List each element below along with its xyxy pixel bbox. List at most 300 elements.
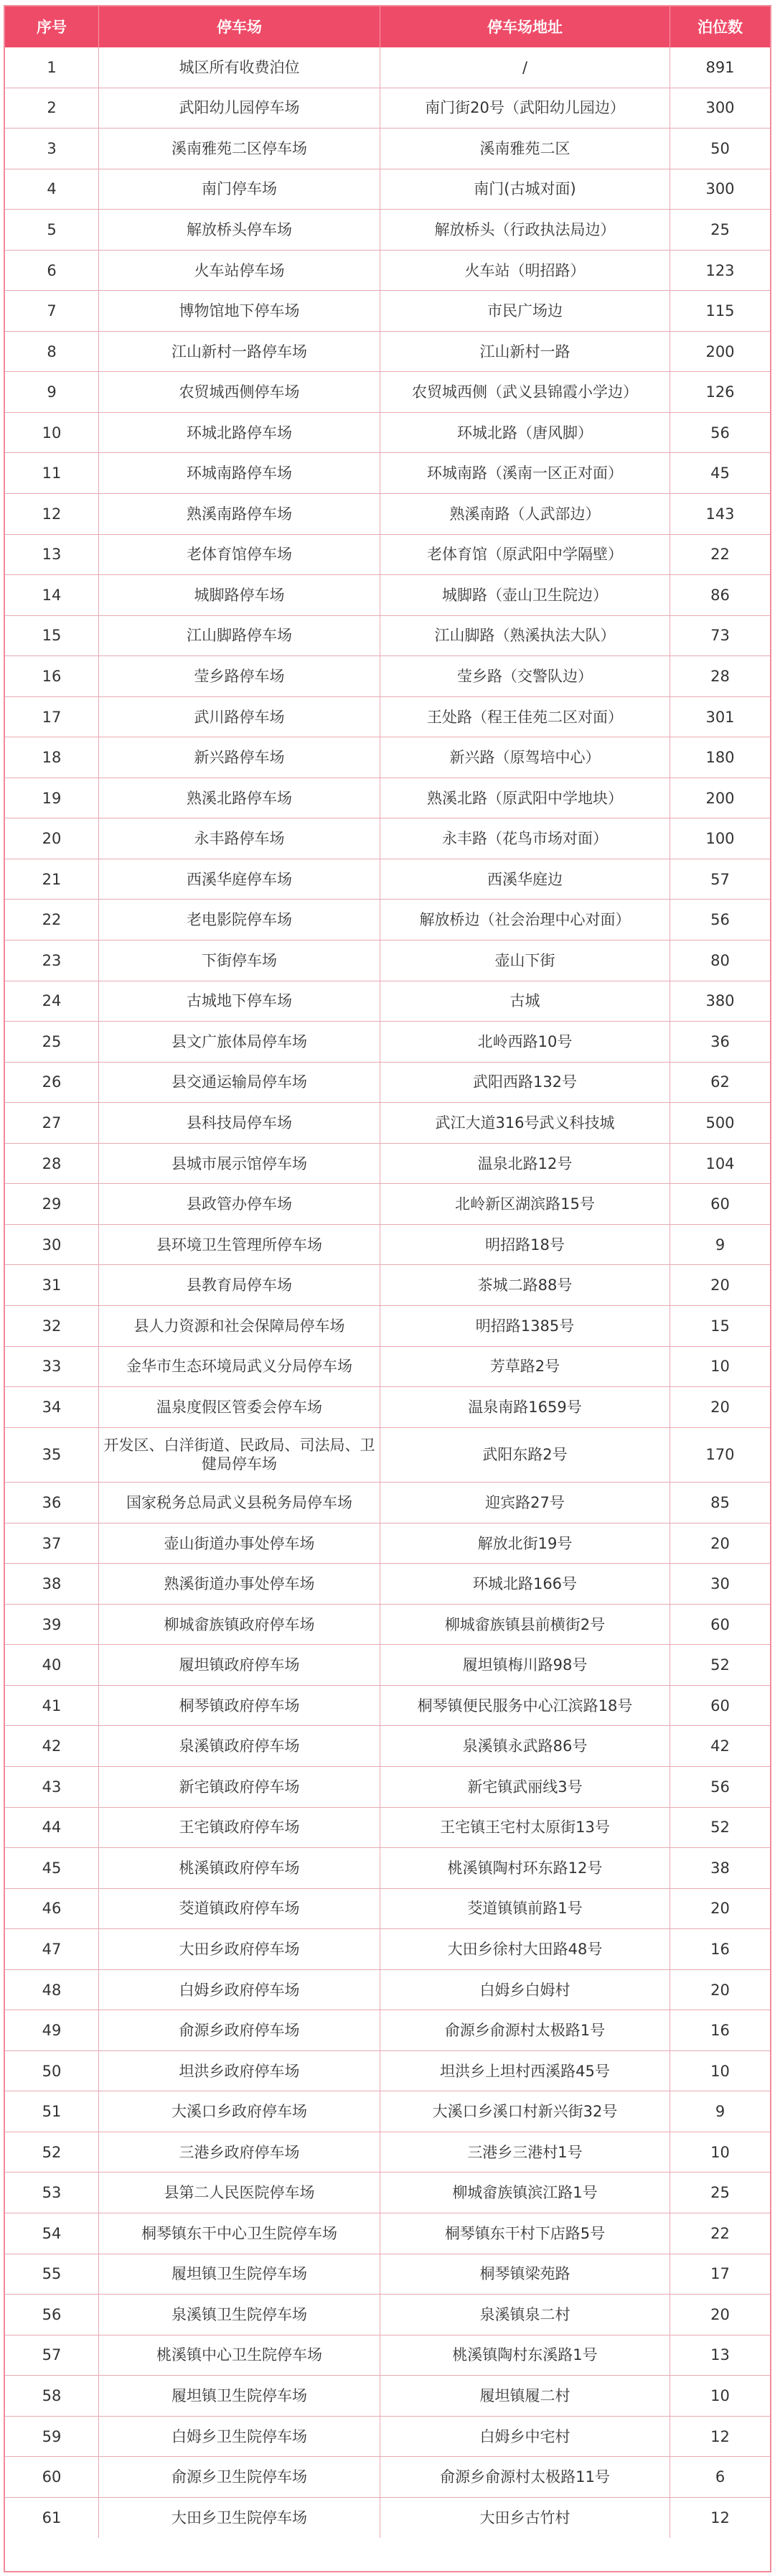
parking-spots: 20: [710, 1900, 730, 1918]
table-row: [5, 859, 770, 900]
parking-spots: 56: [710, 424, 730, 442]
row-number: 12: [5, 494, 99, 534]
parking-spots: 9: [715, 1236, 725, 1254]
parking-spots: 60: [710, 1195, 730, 1213]
parking-lot-name: 县科技局停车场: [99, 1103, 380, 1143]
parking-lot-name: 熟溪南路停车场: [99, 494, 380, 534]
row-number: 56: [5, 2295, 99, 2335]
table-row: [5, 1428, 770, 1483]
parking-lot-address: 农贸城西侧（武义县锦霞小学边）: [380, 372, 670, 412]
table-row: [5, 616, 770, 657]
parking-spots: 115: [705, 302, 735, 320]
table-row: [5, 1726, 770, 1767]
parking-lot-address: 桃溪镇陶村东溪路1号: [380, 2335, 670, 2376]
parking-lot-address: 北岭新区湖滨路15号: [380, 1184, 670, 1224]
parking-spots: 16: [710, 2022, 730, 2040]
parking-spots: 52: [710, 1819, 730, 1837]
table-row: [5, 210, 770, 251]
parking-lot-name: 县文广旅体局停车场: [99, 1022, 380, 1062]
parking-lot-address: 壶山下街: [380, 941, 670, 981]
parking-lot-address: 新兴路（原驾培中心）: [380, 737, 670, 778]
parking-lot-address: 茭道镇镇前路1号: [380, 1889, 670, 1929]
row-number: 24: [5, 981, 99, 1022]
parking-lot-name: 武川路停车场: [99, 697, 380, 737]
table-row: [5, 1483, 770, 1523]
row-number: 38: [5, 1564, 99, 1604]
parking-lot-address: 永丰路（花鸟市场对面）: [380, 818, 670, 859]
parking-lot-address: 芳草路2号: [380, 1347, 670, 1387]
parking-lot-name: 解放桥头停车场: [99, 210, 380, 250]
parking-spots: 170: [705, 1446, 735, 1464]
parking-lot-address: 溪南雅苑二区: [380, 129, 670, 169]
parking-lot-name: 县环境卫生管理所停车场: [99, 1225, 380, 1265]
row-number: 34: [5, 1387, 99, 1427]
row-number: 46: [5, 1889, 99, 1929]
parking-lot-address: 环城北路（唐风脚）: [380, 413, 670, 453]
table-row: [5, 535, 770, 576]
parking-spots: 20: [710, 2305, 730, 2323]
parking-lot-address: 老体育馆（原武阳中学隔壁）: [380, 535, 670, 575]
table-row: [5, 1022, 770, 1063]
parking-spots: 60: [710, 1615, 730, 1633]
table-row: [5, 778, 770, 819]
parking-lot-address: 白姆乡白姆村: [380, 1970, 670, 2010]
parking-lot-address: 北岭西路10号: [380, 1022, 670, 1062]
parking-lot-name: 博物馆地下停车场: [99, 291, 380, 331]
parking-lot-name: 桐琴镇东干中心卫生院停车场: [99, 2213, 380, 2254]
row-number: 23: [5, 941, 99, 981]
table-row: [5, 1063, 770, 1103]
parking-spots: 22: [710, 2224, 730, 2242]
table-row: [5, 291, 770, 332]
table-row: [5, 697, 770, 738]
parking-lot-address: 新宅镇武丽线3号: [380, 1767, 670, 1807]
parking-spots: 30: [710, 1575, 730, 1593]
parking-spots: 126: [705, 383, 735, 401]
parking-lot-name: 大田乡卫生院停车场: [99, 2498, 380, 2539]
parking-lot-address: 桐琴镇东干村下店路5号: [380, 2213, 670, 2254]
parking-lot-name: 新宅镇政府停车场: [99, 1767, 380, 1807]
parking-spots: 104: [705, 1154, 735, 1172]
parking-lot-name: 桐琴镇政府停车场: [99, 1686, 380, 1726]
parking-spots: 9: [715, 2103, 725, 2121]
row-number: 58: [5, 2376, 99, 2416]
parking-lot-address: 柳城畲族镇滨江路1号: [380, 2173, 670, 2213]
parking-lot-name: 金华市生态环境局武义分局停车场: [99, 1347, 380, 1387]
parking-spots: 180: [705, 749, 735, 767]
parking-lot-address: 履坦镇履二村: [380, 2376, 670, 2416]
table-row: [5, 1225, 770, 1266]
table-row: [5, 2254, 770, 2295]
parking-spots: 20: [710, 1277, 730, 1294]
table-row: [5, 941, 770, 981]
parking-lot-address: 温泉北路12号: [380, 1144, 670, 1184]
parking-lot-address: 柳城畲族镇县前横街2号: [380, 1605, 670, 1645]
table-row: [5, 1144, 770, 1185]
parking-spots: 200: [705, 789, 735, 807]
parking-lot-address: 明招路18号: [380, 1225, 670, 1265]
parking-spots: 10: [710, 2143, 730, 2161]
table-row: [5, 1970, 770, 2011]
parking-lot-name: 履坦镇卫生院停车场: [99, 2376, 380, 2416]
row-number: 15: [5, 616, 99, 656]
parking-spots: 85: [710, 1493, 730, 1511]
parking-spots: 300: [705, 99, 735, 117]
row-number: 53: [5, 2173, 99, 2213]
parking-lot-name: 县政管办停车场: [99, 1184, 380, 1224]
row-number: 59: [5, 2417, 99, 2457]
parking-lot-address: 泉溪镇泉二村: [380, 2295, 670, 2335]
parking-lot-name: 三港乡政府停车场: [99, 2132, 380, 2173]
row-number: 26: [5, 1063, 99, 1103]
table-row: [5, 2091, 770, 2132]
table-row: [5, 575, 770, 616]
parking-lot-address: 武阳东路2号: [380, 1428, 670, 1483]
parking-lot-name: 坦洪乡政府停车场: [99, 2051, 380, 2091]
parking-lot-name: 火车站停车场: [99, 251, 380, 291]
parking-lot-address: 茶城二路88号: [380, 1265, 670, 1305]
parking-lot-name: 熟溪北路停车场: [99, 778, 380, 818]
parking-lot-address: 武阳西路132号: [380, 1063, 670, 1103]
parking-spots: 62: [710, 1073, 730, 1091]
row-number: 39: [5, 1605, 99, 1645]
row-number: 40: [5, 1645, 99, 1685]
parking-lot-name: 桃溪镇中心卫生院停车场: [99, 2335, 380, 2376]
row-number: 28: [5, 1144, 99, 1184]
parking-spots: 12: [710, 2509, 730, 2527]
table-row: [5, 1767, 770, 1808]
parking-lot-address: 解放北街19号: [380, 1523, 670, 1564]
parking-lot-address: 城脚路（壶山卫生院边）: [380, 575, 670, 615]
table-row: [5, 1103, 770, 1144]
parking-spots: 57: [710, 870, 730, 888]
table-row: [5, 1686, 770, 1727]
row-number: 54: [5, 2213, 99, 2254]
table-row: [5, 2417, 770, 2458]
row-number: 47: [5, 1929, 99, 1969]
table-row: [5, 2051, 770, 2092]
parking-lot-address: 南门(古城对面): [380, 169, 670, 210]
parking-lot-name: 西溪华庭停车场: [99, 859, 380, 900]
table-row: [5, 2010, 770, 2051]
parking-spots: 20: [710, 1398, 730, 1416]
row-number: 49: [5, 2010, 99, 2050]
table-row: [5, 129, 770, 169]
row-number: 51: [5, 2091, 99, 2132]
table-header: [5, 6, 770, 47]
parking-lot-address: 履坦镇梅川路98号: [380, 1645, 670, 1685]
parking-spots: 52: [710, 1656, 730, 1674]
table-row: [5, 900, 770, 941]
row-number: 17: [5, 697, 99, 737]
row-number: 6: [5, 251, 99, 291]
parking-lot-name: 下街停车场: [99, 941, 380, 981]
row-number: 2: [5, 88, 99, 129]
parking-lot-address: /: [380, 47, 670, 88]
table-row: [5, 1605, 770, 1646]
row-number: 36: [5, 1483, 99, 1523]
row-number: 4: [5, 169, 99, 210]
row-number: 60: [5, 2457, 99, 2497]
parking-lot-address: 桐琴镇梁苑路: [380, 2254, 670, 2295]
parking-lot-name: 环城北路停车场: [99, 413, 380, 453]
row-number: 7: [5, 291, 99, 331]
parking-lot-address: 环城南路（溪南一区正对面）: [380, 453, 670, 493]
parking-lot-name: 武阳幼儿园停车场: [99, 88, 380, 129]
table-row: [5, 656, 770, 697]
table-body: [5, 47, 770, 2538]
parking-lot-address: 莹乡路（交警队边）: [380, 656, 670, 696]
parking-lot-address: 王宅镇王宅村太原街13号: [380, 1808, 670, 1848]
parking-lot-address: 大田乡古竹村: [380, 2498, 670, 2539]
parking-lot-address: 解放桥边（社会治理中心对面）: [380, 900, 670, 940]
row-number: 44: [5, 1808, 99, 1848]
table-row: [5, 88, 770, 129]
parking-lot-name: 农贸城西侧停车场: [99, 372, 380, 412]
parking-lot-name: 南门停车场: [99, 169, 380, 210]
parking-lot-name: 县人力资源和社会保障局停车场: [99, 1306, 380, 1346]
table-row: [5, 2132, 770, 2173]
row-number: 9: [5, 372, 99, 412]
parking-lot-name: 桃溪镇政府停车场: [99, 1848, 380, 1888]
parking-spots: 200: [705, 342, 735, 360]
parking-lot-name: 开发区、白洋街道、民政局、司法局、卫健局停车场: [99, 1428, 380, 1483]
parking-lot-name: 环城南路停车场: [99, 453, 380, 493]
table-row: [5, 1387, 770, 1428]
row-number: 43: [5, 1767, 99, 1807]
parking-lot-address: 西溪华庭边: [380, 859, 670, 900]
table-row: [5, 1929, 770, 1970]
parking-spots: 100: [705, 830, 735, 848]
table-row: [5, 737, 770, 778]
parking-lot-name: 城区所有收费泊位: [99, 47, 380, 88]
row-number: 31: [5, 1265, 99, 1305]
parking-lot-name: 县城市展示馆停车场: [99, 1144, 380, 1184]
parking-lot-address: 江山新村一路: [380, 332, 670, 372]
parking-lot-name: 白姆乡政府停车场: [99, 1970, 380, 2010]
parking-lot-address: 大溪口乡溪口村新兴街32号: [380, 2091, 670, 2132]
parking-spots: 10: [710, 2386, 730, 2404]
parking-lot-name: 履坦镇卫生院停车场: [99, 2254, 380, 2295]
parking-lot-address: 泉溪镇永武路86号: [380, 1726, 670, 1766]
parking-lot-address: 江山脚路（熟溪执法大队）: [380, 616, 670, 656]
row-number: 20: [5, 818, 99, 859]
parking-lot-name: 溪南雅苑二区停车场: [99, 129, 380, 169]
parking-lot-address: 坦洪乡上坦村西溪路45号: [380, 2051, 670, 2091]
parking-table: [4, 5, 771, 2572]
row-number: 5: [5, 210, 99, 250]
parking-spots: 45: [710, 465, 730, 482]
row-number: 35: [5, 1428, 99, 1483]
parking-lot-name: 古城地下停车场: [99, 981, 380, 1022]
table-row: [5, 818, 770, 859]
row-number: 33: [5, 1347, 99, 1387]
row-number: 22: [5, 900, 99, 940]
parking-spots: 143: [705, 505, 735, 523]
table-row: [5, 981, 770, 1022]
row-number: 14: [5, 575, 99, 615]
row-number: 57: [5, 2335, 99, 2376]
parking-lot-address: 大田乡徐村大田路48号: [380, 1929, 670, 1969]
parking-spots: 20: [710, 1981, 730, 1999]
header-parking-lot: 停车场: [99, 6, 380, 47]
parking-lot-address: 市民广场边: [380, 291, 670, 331]
table-row: [5, 332, 770, 373]
parking-lot-address: 环城北路166号: [380, 1564, 670, 1604]
row-number: 55: [5, 2254, 99, 2295]
row-number: 27: [5, 1103, 99, 1143]
parking-spots: 300: [705, 180, 735, 198]
parking-lot-name: 江山新村一路停车场: [99, 332, 380, 372]
parking-lot-address: 熟溪南路（人武部边）: [380, 494, 670, 534]
table-row: [5, 1265, 770, 1306]
row-number: 16: [5, 656, 99, 696]
parking-lot-address: 古城: [380, 981, 670, 1022]
parking-lot-address: 俞源乡俞源村太极路11号: [380, 2457, 670, 2497]
parking-spots: 28: [710, 667, 730, 685]
parking-lot-name: 茭道镇政府停车场: [99, 1889, 380, 1929]
parking-lot-address: 温泉南路1659号: [380, 1387, 670, 1427]
parking-spots: 25: [710, 2184, 730, 2202]
parking-spots: 17: [710, 2265, 730, 2283]
row-number: 18: [5, 737, 99, 778]
row-number: 29: [5, 1184, 99, 1224]
header-spots: 泊位数: [698, 18, 743, 36]
row-number: 48: [5, 1970, 99, 2010]
table-row: [5, 2295, 770, 2335]
parking-lot-name: 泉溪镇卫生院停车场: [99, 2295, 380, 2335]
parking-spots: 38: [710, 1859, 730, 1877]
parking-lot-address: 熟溪北路（原武阳中学地块）: [380, 778, 670, 818]
parking-lot-address: 明招路1385号: [380, 1306, 670, 1346]
parking-lot-name: 大溪口乡政府停车场: [99, 2091, 380, 2132]
table-row: [5, 1645, 770, 1686]
row-number: 50: [5, 2051, 99, 2091]
parking-spots: 301: [705, 708, 735, 726]
table-row: [5, 1808, 770, 1849]
parking-lot-name: 江山脚路停车场: [99, 616, 380, 656]
parking-lot-address: 白姆乡中宅村: [380, 2417, 670, 2457]
parking-spots: 10: [710, 1358, 730, 1376]
table-row: [5, 2457, 770, 2498]
row-number: 11: [5, 453, 99, 493]
row-number: 19: [5, 778, 99, 818]
table-row: [5, 2376, 770, 2417]
table-row: [5, 372, 770, 413]
parking-spots: 10: [710, 2062, 730, 2080]
parking-lot-name: 俞源乡卫生院停车场: [99, 2457, 380, 2497]
parking-lot-name: 柳城畲族镇政府停车场: [99, 1605, 380, 1645]
parking-lot-name: 王宅镇政府停车场: [99, 1808, 380, 1848]
table-row: [5, 413, 770, 454]
table-row: [5, 2173, 770, 2213]
parking-spots: 60: [710, 1697, 730, 1714]
parking-spots: 16: [710, 1940, 730, 1958]
table-row: [5, 47, 770, 88]
row-number: 1: [5, 47, 99, 88]
row-number: 37: [5, 1523, 99, 1564]
row-number: 42: [5, 1726, 99, 1766]
row-number: 10: [5, 413, 99, 453]
parking-lot-name: 城脚路停车场: [99, 575, 380, 615]
parking-lot-name: 温泉度假区管委会停车场: [99, 1387, 380, 1427]
parking-lot-address: 桐琴镇便民服务中心江滨路18号: [380, 1686, 670, 1726]
parking-lot-name: 大田乡政府停车场: [99, 1929, 380, 1969]
parking-lot-address: 三港乡三港村1号: [380, 2132, 670, 2173]
row-number: 41: [5, 1686, 99, 1726]
parking-lot-name: 泉溪镇政府停车场: [99, 1726, 380, 1766]
parking-lot-name: 县交通运输局停车场: [99, 1063, 380, 1103]
parking-lot-name: 壶山街道办事处停车场: [99, 1523, 380, 1564]
parking-lot-address: 迎宾路27号: [380, 1483, 670, 1523]
row-number: 30: [5, 1225, 99, 1265]
table-row: [5, 2335, 770, 2376]
parking-lot-address: 武江大道316号武义科技城: [380, 1103, 670, 1143]
table-row: [5, 2213, 770, 2254]
table-row: [5, 1848, 770, 1889]
parking-lot-name: 白姆乡卫生院停车场: [99, 2417, 380, 2457]
parking-lot-name: 履坦镇政府停车场: [99, 1645, 380, 1685]
table-row: [5, 1889, 770, 1930]
table-row: [5, 494, 770, 535]
table-row: [5, 2498, 770, 2539]
table-row: [5, 169, 770, 210]
row-number: 25: [5, 1022, 99, 1062]
row-number: 8: [5, 332, 99, 372]
row-number: 13: [5, 535, 99, 575]
parking-lot-address: 南门街20号（武阳幼儿园边）: [380, 88, 670, 129]
parking-spots: 500: [705, 1114, 735, 1131]
parking-spots: 36: [710, 1032, 730, 1050]
parking-spots: 56: [710, 1778, 730, 1796]
parking-spots: 13: [710, 2346, 730, 2364]
parking-lot-address: 解放桥头（行政执法局边）: [380, 210, 670, 250]
parking-lot-address: 俞源乡俞源村太极路1号: [380, 2010, 670, 2050]
header-address: 停车场地址: [380, 6, 670, 47]
parking-lot-name: 县教育局停车场: [99, 1265, 380, 1305]
parking-lot-address: 火车站（明招路）: [380, 251, 670, 291]
parking-spots: 15: [710, 1317, 730, 1335]
parking-lot-name: 老电影院停车场: [99, 900, 380, 940]
parking-lot-name: 莹乡路停车场: [99, 656, 380, 696]
table-row: [5, 1523, 770, 1564]
parking-lot-name: 熟溪街道办事处停车场: [99, 1564, 380, 1604]
parking-spots: 380: [705, 992, 735, 1010]
table-row: [5, 251, 770, 291]
parking-spots: 56: [710, 911, 730, 929]
table-row: [5, 1347, 770, 1388]
parking-lot-name: 永丰路停车场: [99, 818, 380, 859]
parking-spots: 12: [710, 2427, 730, 2445]
header-number: 序号: [5, 6, 99, 47]
row-number: 61: [5, 2498, 99, 2539]
parking-lot-name: 老体育馆停车场: [99, 535, 380, 575]
parking-spots: 80: [710, 951, 730, 969]
parking-lot-name: 新兴路停车场: [99, 737, 380, 778]
table-row: [5, 453, 770, 494]
parking-lot-name: 县第二人民医院停车场: [99, 2173, 380, 2213]
table-row: [5, 1306, 770, 1347]
parking-spots: 123: [705, 261, 735, 279]
parking-spots: 86: [710, 586, 730, 604]
parking-lot-address: 王处路（程王佳苑二区对面）: [380, 697, 670, 737]
parking-spots: 20: [710, 1534, 730, 1552]
table-row: [5, 1184, 770, 1225]
row-number: 3: [5, 129, 99, 169]
parking-spots: 42: [710, 1737, 730, 1755]
row-number: 52: [5, 2132, 99, 2173]
parking-lot-name: 国家税务总局武义县税务局停车场: [99, 1483, 380, 1523]
